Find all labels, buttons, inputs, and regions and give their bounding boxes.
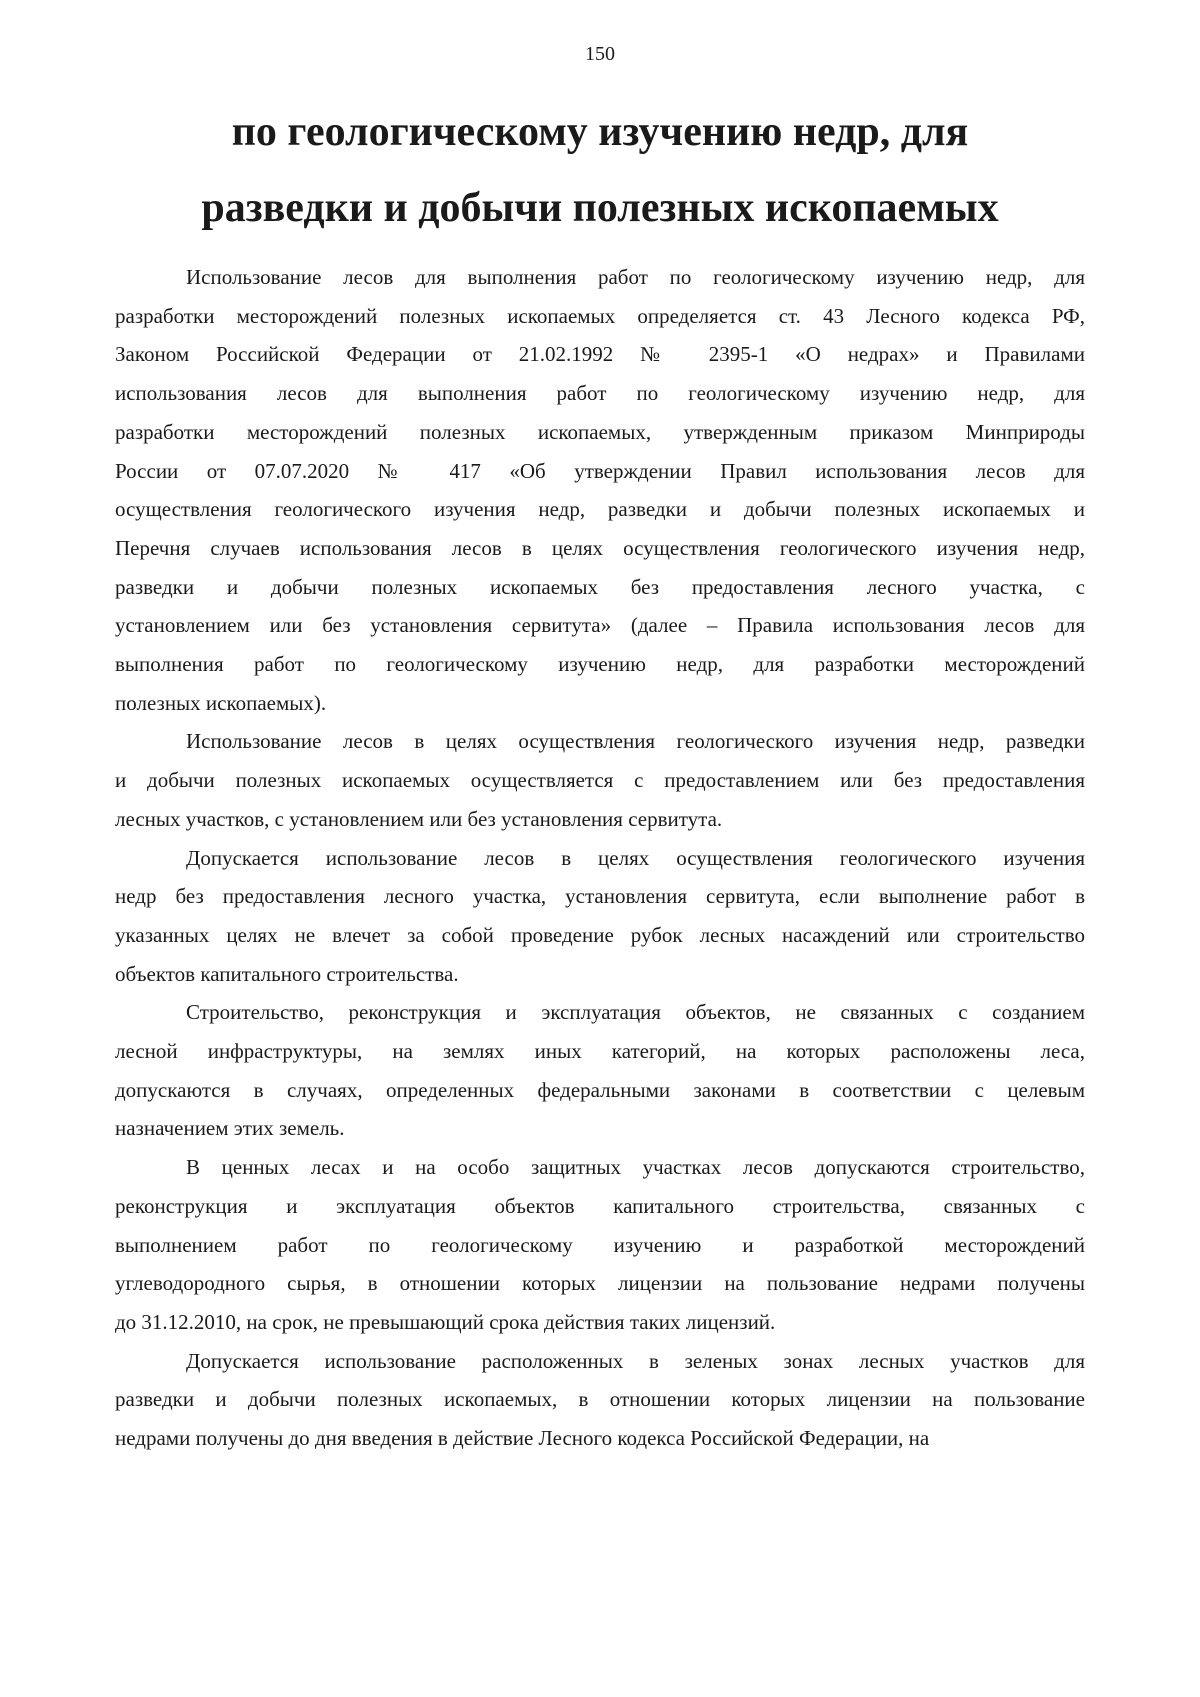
heading-line: по геологическому изучению недр, для [231, 109, 969, 155]
text-line: выполнения работ по геологическому изучению недр, для разработки месторождений [115, 652, 1085, 677]
text-line: Строительство, реконструкция и эксплуатация объектов, не связанных с созданием [186, 1000, 1085, 1025]
text-line: реконструкция и эксплуатация объектов капитального строительства, связанных с [115, 1193, 1085, 1218]
paragraph-valuable-forests [115, 1148, 1085, 1342]
paragraph-green-zones [115, 1342, 1085, 1458]
text-line: лесных участков, с установлением или без установления сервитута. [115, 806, 723, 831]
text-line: Использование лесов в целях осуществления геологического изучения недр, разведки [186, 729, 1085, 754]
text-line: Использование лесов для выполнения работ по геологическому изучению недр, для [186, 265, 1085, 289]
text-line: объектов капитального строительства. [115, 961, 459, 986]
text-line: России от 07.07.2020 № 417 «Об утверждении Правил использования лесов для [115, 458, 1085, 483]
text-line: до 31.12.2010, на срок, не превышающий срока действия таких лицензий. [115, 1309, 776, 1334]
text-line: недр без предоставления лесного участка, установления сервитута, если выполнение работ в [115, 884, 1085, 909]
text-line: выполнением работ по геологическому изучению и разработкой месторождений [115, 1232, 1085, 1257]
text-line: установлением или без установления сервитута» (далее – Правила использования лесов для [115, 613, 1085, 638]
paragraph-without-plot [115, 839, 1085, 994]
text-line: и добычи полезных ископаемых осуществляется с предоставлением или без предоставления [115, 768, 1085, 793]
text-line: недрами получены до дня введения в действие Лесного кодекса Российской Федерации, на [115, 1426, 930, 1451]
text-line: углеводородного сырья, в отношении которых лицензии на пользование недрами получены [115, 1271, 1085, 1296]
body-text [115, 258, 1085, 1458]
text-line: разработки месторождений полезных ископаемых, утвержденным приказом Минприроды [115, 419, 1085, 444]
paragraph-forest-use-purposes [115, 722, 1085, 838]
text-line: Перечня случаев использования лесов в целях осуществления геологического изучения недр, [115, 535, 1085, 560]
text-line: разведки и добычи полезных ископаемых без предоставления лесного участка, с [115, 574, 1085, 599]
section-heading [115, 94, 1085, 246]
text-line: разведки и добычи полезных ископаемых, в отношении которых лицензии на пользование [115, 1387, 1085, 1412]
heading-line: разведки и добычи полезных ископаемых [201, 185, 999, 231]
text-line: Законом Российской Федерации от 21.02.1992 № 2395-1 «О недрах» и Правилами [115, 342, 1085, 367]
text-line: использования лесов для выполнения работ по геологическому изучению недр, для [115, 381, 1085, 406]
text-line: Допускается использование расположенных в зеленых зонах лесных участков для [186, 1348, 1085, 1373]
text-line: лесной инфраструктуры, на землях иных категорий, на которых расположены леса, [115, 1039, 1085, 1064]
text-line: осуществления геологического изучения недр, разведки и добычи полезных ископаемых и [115, 497, 1085, 522]
text-line: указанных целях не влечет за собой проведение рубок лесных насаждений или строительство [115, 922, 1085, 947]
text-line: Допускается использование лесов в целях осуществления геологического изучения [186, 845, 1085, 870]
paragraph-forest-use-rules [115, 258, 1085, 722]
text-line: полезных ископаемых). [115, 690, 327, 715]
text-line: назначением этих земель. [115, 1116, 345, 1141]
text-line: В ценных лесах и на особо защитных участках лесов допускаются строительство, [186, 1155, 1085, 1180]
text-line: допускаются в случаях, определенных федеральными законами в соответствии с целевым [115, 1077, 1085, 1102]
text-line: разработки месторождений полезных ископаемых определяется ст. 43 Лесного кодекса РФ, [115, 303, 1085, 328]
paragraph-construction [115, 993, 1085, 1148]
page-number: 150 [585, 43, 615, 65]
